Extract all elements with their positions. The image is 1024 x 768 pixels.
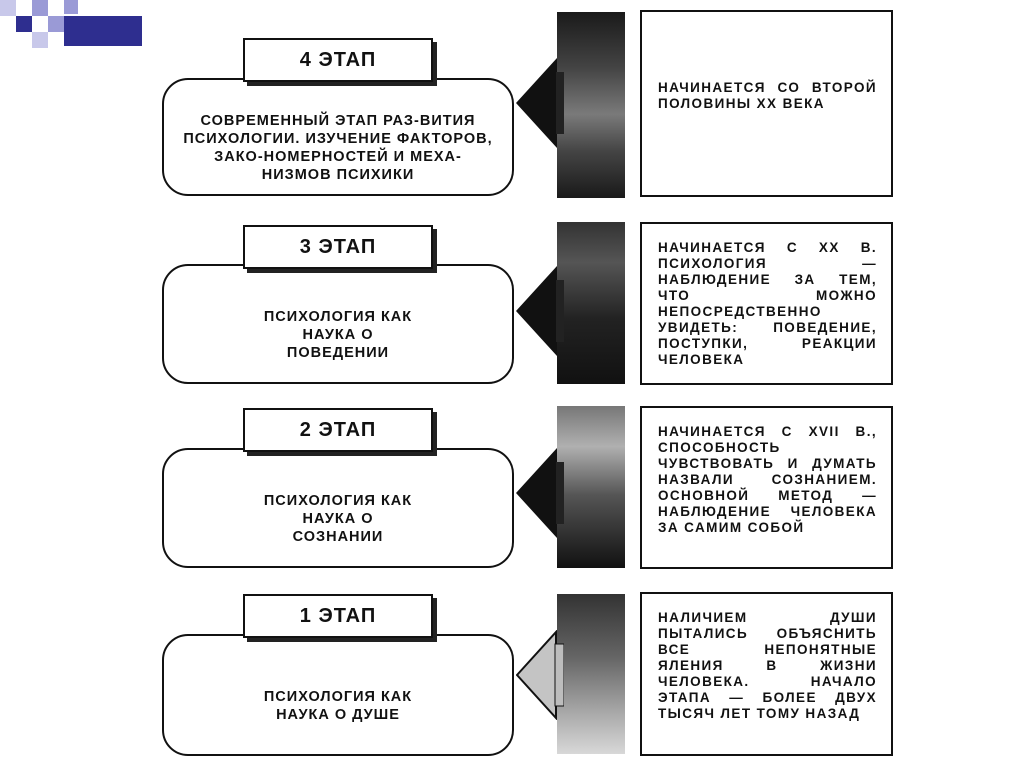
stage-note [640, 10, 893, 197]
left-arrow-icon [516, 266, 564, 356]
stage-note-text: НАЧИНАЕТСЯ С XVII В., СПОСОБНОСТЬ ЧУВСТВОВАТЬ И ДУМАТЬ НАЗВАЛИ СОЗНАНИЕМ. ОСНОВНОЙ МЕТОД — НАБЛЮДЕНИЕ ЧЕЛОВЕКА ЗА САМИМ СОБОЙ [658, 424, 877, 535]
gradient-bar [557, 222, 625, 384]
logo-square [0, 0, 16, 16]
logo-square [64, 16, 142, 46]
stage-note [640, 222, 893, 385]
left-arrow-icon [516, 58, 564, 148]
logo-square [48, 16, 64, 32]
stage-label-text: 2 ЭТАП [299, 418, 377, 441]
stage-note-text: НАЧИНАЕТСЯ С XX В. ПСИХОЛОГИЯ — НАБЛЮДЕНИЕ ЗА ТЕМ, ЧТО МОЖНО НЕПОСРЕДСТВЕННО УВИДЕТЬ: ПОВЕДЕНИЕ, ПОСТУПКИ, РЕАКЦИИ ЧЕЛОВЕКА [658, 240, 877, 367]
stage-note-text: НАЧИНАЕТСЯ СО ВТОРОЙ ПОЛОВИНЫ XX ВЕКА [658, 80, 877, 111]
gradient-bar [557, 12, 625, 198]
stage-description-text: ПСИХОЛОГИЯ КАК НАУКА О ПОВЕДЕНИИ [263, 309, 413, 361]
stage-description [162, 78, 514, 196]
stage-description-text: СОВРЕМЕННЫЙ ЭТАП РАЗ-ВИТИЯ ПСИХОЛОГИИ. ИЗУЧЕНИЕ ФАКТОРОВ, ЗАКО-НОМЕРНОСТЕЙ И МЕХА-НИЗМОВ ПСИХИКИ [183, 113, 493, 183]
stage-label-text: 3 ЭТАП [299, 235, 377, 258]
stage-description-text: ПСИХОЛОГИЯ КАК НАУКА О ДУШЕ [263, 689, 413, 723]
logo-square [16, 16, 32, 32]
stage-note [640, 406, 893, 569]
stage-description [162, 264, 514, 384]
stage-description [162, 634, 514, 756]
logo-square [32, 32, 48, 48]
stage-label-text: 4 ЭТАП [299, 48, 377, 71]
left-arrow-icon [516, 630, 564, 720]
logo-square [32, 0, 48, 16]
logo-square [64, 0, 78, 14]
left-arrow-icon [516, 448, 564, 538]
stage-note [640, 592, 893, 756]
stage-label [243, 38, 433, 82]
stage-description [162, 448, 514, 568]
gradient-bar [557, 406, 625, 568]
stage-label [243, 225, 433, 269]
stage-description-text: ПСИХОЛОГИЯ КАК НАУКА О СОЗНАНИИ [263, 493, 413, 545]
stage-label [243, 594, 433, 638]
stage-note-text: НАЛИЧИЕМ ДУШИ ПЫТАЛИСЬ ОБЪЯСНИТЬ ВСЕ НЕПОНЯТНЫЕ ЯЛЕНИЯ В ЖИЗНИ ЧЕЛОВЕКА. НАЧАЛО ЭТАПА — БОЛЕЕ ДВУХ ТЫСЯЧ ЛЕТ ТОМУ НАЗАД [658, 610, 877, 721]
gradient-bar [557, 594, 625, 754]
stage-label-text: 1 ЭТАП [299, 604, 377, 627]
stage-label [243, 408, 433, 452]
